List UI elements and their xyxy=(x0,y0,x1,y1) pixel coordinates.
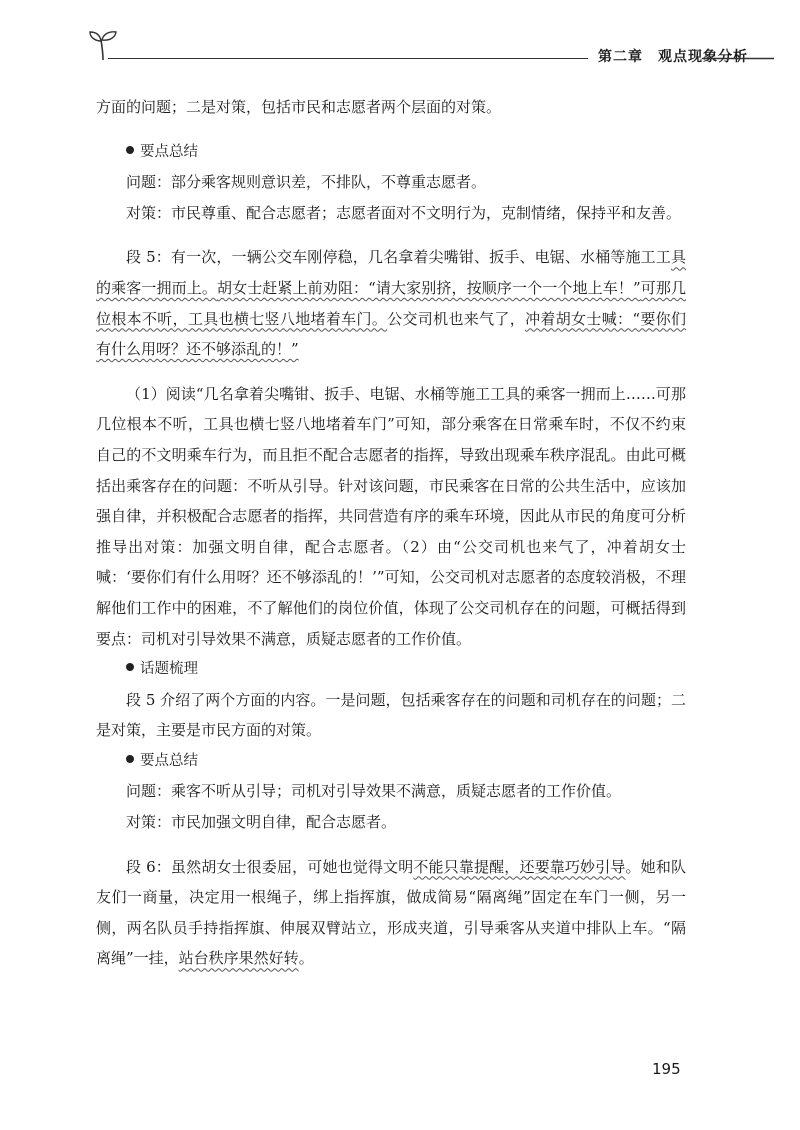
analysis-paragraph: （1）阅读“几名拿着尖嘴钳、扳手、电锯、水桶等施工工具的乘客一拥而上……可那几位根本不听，工具也横七竖八地堵着车门”可知，部分乘客在日常乘车时，不仅不约束自己的不文明乘车行为，而且拒不配合志愿者的指挥，导致出现乘车秩序混乱。由此可概括出乘客存在的问题：不听从引导。针对该问题，市民乘客在日常的公共生活中，应该加强自律，并积极配合志愿者的指挥，共同营造有序的乘车环境，因此从市民的角度可分析推导出对策：加强文明自律，配合志愿者。（2）由“公交司机也来气了，冲着胡女士喊：‘要你们有什么用呀？还不够添乱的！’”可知，公交司机对志愿者的态度较消极，不理解他们工作中的困难，不了解他们的岗位价值，体现了公交司机存在的问题，可概括得到要点：司机对引导效果不满意，质疑志愿者的工作价值。 xyxy=(96,384,686,648)
header-rule xyxy=(108,58,588,59)
running-header xyxy=(86,28,774,68)
chapter-title: 第二章 观点现象分析 xyxy=(598,49,748,65)
paragraph-6: 段 6：虽然胡女士很委屈，可她也觉得文明不能只靠提醒，还要靠巧妙引导。她和队友们一商量，决定用一根绳子，绑上指挥旗，做成简易“隔离绳”固定在车门一侧，另一侧，两名队员手持指挥旗、伸展双臂站立，形成夹道，引导乘客从夹道中排队上车。“隔离绳”一挂，站台秩序果然好转。 xyxy=(96,857,686,968)
summary2-heading: 要点总结 xyxy=(96,746,686,777)
intro-line: 方面的问题；二是对策，包括市民和志愿者两个层面的对策。 xyxy=(96,98,502,116)
bullet-icon xyxy=(126,146,134,154)
page-body xyxy=(96,92,686,974)
summary1-heading: 要点总结 xyxy=(96,137,686,168)
summary1-solution: 对策：市民尊重、配合志愿者；志愿者面对不文明行为，克制情绪，保持平和友善。 xyxy=(126,203,682,222)
paragraph-5: 段 5：有一次，一辆公交车刚停稳，几名拿着尖嘴钳、扳手、电锯、水桶等施工工具的乘客一拥而上。胡女士赶紧上前劝阻：“请大家别挤，按顺序一个一个地上车！”可那几位根本不听，工具也横七竖八地堵着车门。公交司机也来气了，冲着胡女士喊：“要你们有什么用呀？还不够添乱的！” xyxy=(96,248,686,359)
summary2-problem: 问题：乘客不听从引导；司机对引导效果不满意，质疑志愿者的工作价值。 xyxy=(126,782,622,801)
topic-text: 段 5 介绍了两个方面的内容。一是问题，包括乘客存在的问题和司机存在的问题；二是对策，主要是市民方面的对策。 xyxy=(96,690,686,740)
header-rule-right xyxy=(702,57,774,61)
bullet-icon xyxy=(126,755,134,763)
page-number: 195 xyxy=(652,1060,681,1078)
summary1-problem: 问题：部分乘客规则意识差，不排队，不尊重志愿者。 xyxy=(126,173,487,192)
sprout-icon xyxy=(86,28,120,62)
bullet-icon xyxy=(126,663,134,671)
summary2-solution: 对策：市民加强文明自律，配合志愿者。 xyxy=(126,813,397,832)
topic-heading: 话题梳理 xyxy=(96,654,686,685)
